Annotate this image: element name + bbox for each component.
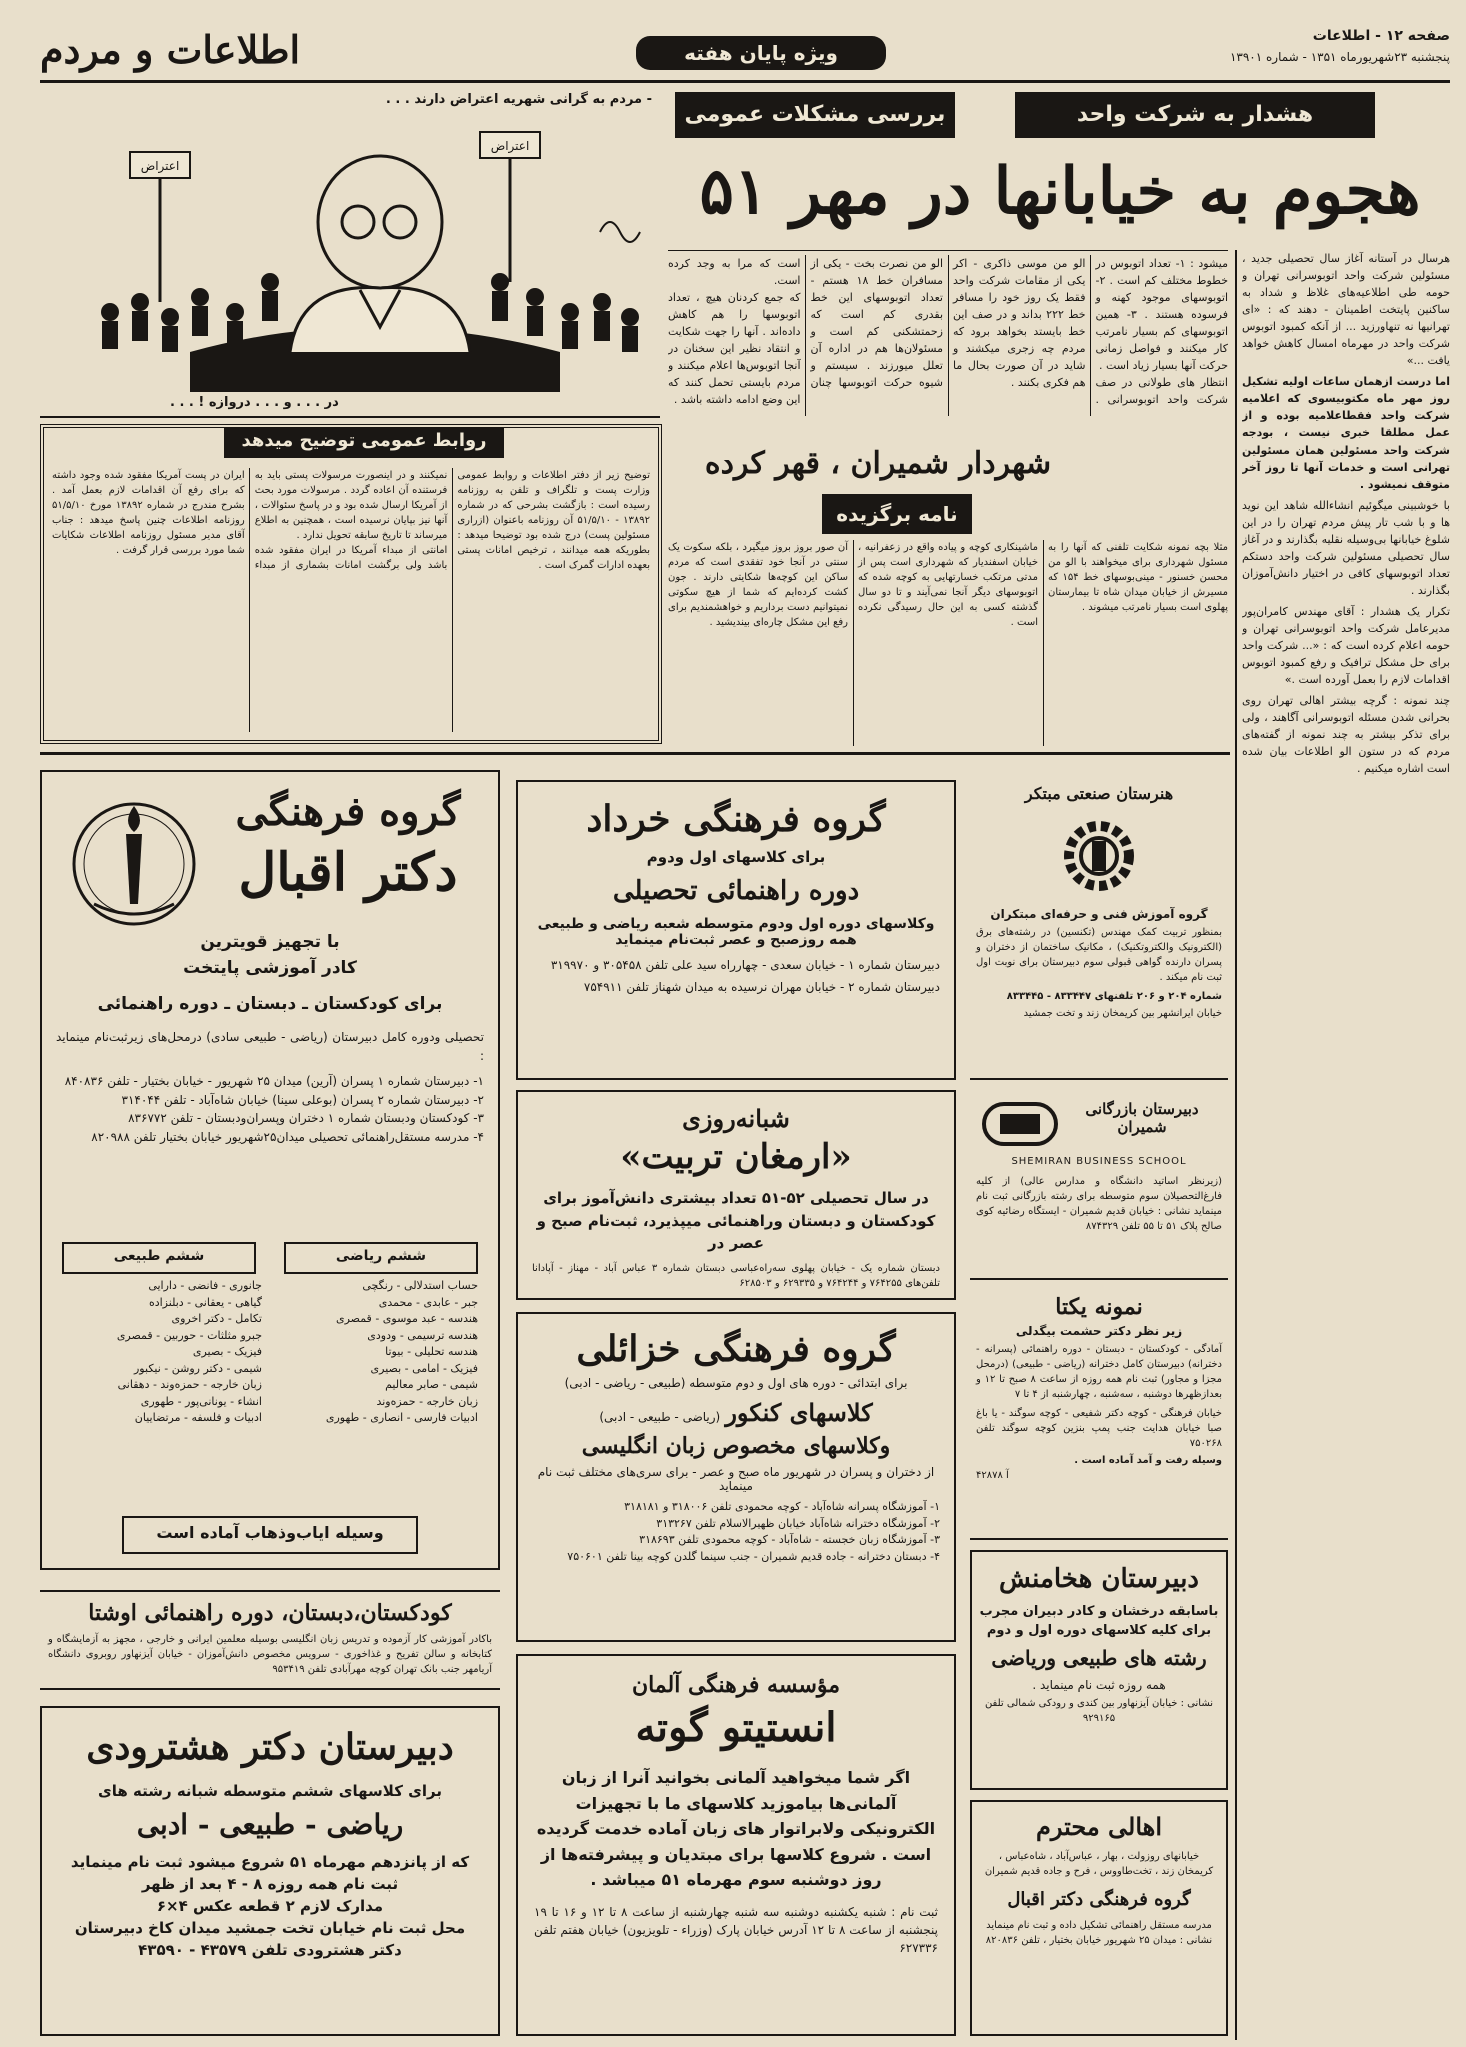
ad-eqbal-tag-3: برای کودکستان ـ دبستان ـ دوره راهنمائی xyxy=(97,994,443,1014)
sidebar-para-2: با خوشبینی میگوئیم انشاءالله شاهد این نوید ها و با شب تار پیش مردم تهران را در این شلوغ خیابانها بی‌وسیله نقلیه بگذارند و در آغاز سال تحصیلی مسئولین شرکت واحد دستکم تعداد اتوبوسهای کافی در اختیار دانش‌آموزان بگذارند . xyxy=(1242,498,1450,597)
lead-col-4: الو من نصرت بخت - یکی از مسافران خط ۱۸ هستم - تعداد اتوبوسهای این خط بقدری کم است که زحمتشکنی کم است و مسئولان‌ها هم در اداره آن تعلل میورزند . سیستم و شیوه حرکت اتوبوسها چنان است که مرا به وجد کرده است. xyxy=(668,257,943,390)
ad-eqbal-teachers-right xyxy=(278,1278,478,1427)
cartoon-drawing xyxy=(40,112,660,412)
ad-goethe-body: اگر شما میخواهید آلمانی بخوانید آنرا از زبان آلمانی‌ها بیاموزید کلاسهای ما با تجهیزات الکترونیکی ولابراتوار های زبان آماده خدمت گردیده است . شروع کلاسها برای مبتدیان و پیشرفته‌ها از روز دوشنبه سوم مهرماه ۵۱ میباشد . xyxy=(536,1768,936,1890)
ad-goethe-title-2: انستیتو گوته xyxy=(635,1704,837,1751)
ad-eqbal-teacher-r5: هندسه تحلیلی - بیوتا xyxy=(385,1345,478,1358)
lead-headline: هجوم به خیابانها در مهر ۵۱ xyxy=(699,154,1421,229)
ad-khamanesh-line-3: رشته های طبیعی وریاضی xyxy=(991,1646,1207,1670)
shemiran-body xyxy=(668,540,1228,746)
cartoon-panel xyxy=(40,88,660,418)
ad-armaghan xyxy=(516,1090,956,1300)
ad-khazaeli-line-2: کلاسهای کنکور xyxy=(725,1398,873,1427)
cartoon-signature xyxy=(600,222,640,242)
ad-eqbal-teacher-l8: انشاء - یونانی‌پور - طهوری xyxy=(140,1394,262,1408)
shemiran-badge: نامه برگزیده xyxy=(822,494,972,534)
ad-eqbal-teachers-left xyxy=(62,1278,262,1427)
ad-armaghan-body: در سال تحصیلی ۵۲-۵۱ تعداد بیشتری دانش‌آموز برای کودکستان و دبستان وراهنمائی میپذیرد، ثبت‌نام صبح و عصر در xyxy=(536,1189,936,1252)
public-relations-col-3: امانتی از مبداء آمریکا در ایران مفقود شده باشد ولی برگشت امانات بشماری از مبداء ایران در پست آمریکا مفقود شده وجود داشته که برای رفع آن اقدامات لازم بعمل آمد . بشرح مندرج در شماره ۱۳۸۹۲ مورخ ۵۱/۵/۱۰ روزنامه اطلاعات چنین پاسخ میدهد : جناب آقای مدیر مسئول روزنامه اطلاعات شکایات شما مورد بررسی قرار گرفت . xyxy=(52,470,448,571)
ad-nemooneh xyxy=(970,1290,1228,1540)
cartoon-caption-top: - مردم به گرانی شهریه اعتراض دارند . . . xyxy=(385,92,652,107)
ad-ahali-footer: مدرسه مستقل راهنمائی تشکیل داده و ثبت نام مینماید نشانی : میدان ۲۵ شهریور خیابان بختیار ، تلفن ۸۲۰۸۳۶ xyxy=(985,1920,1213,1946)
ad-hashtroodi xyxy=(40,1706,500,2036)
shemiran-title: شهردار شمیران ، قهر کرده xyxy=(704,446,1052,481)
ad-eqbal-teacher-l1: جانوری - فانضی - دارایی xyxy=(148,1279,262,1292)
section-pill: ویژه پایان هفته xyxy=(636,36,886,70)
ad-eqbal-branch-1: ۱- دبیرستان شماره ۱ پسران (آرین) میدان ۲۵ شهریور - خیابان بختیار - تلفن ۸۴۰۸۳۶ xyxy=(64,1074,484,1088)
lead-kicker-right: هشدار به شرکت واحد xyxy=(1015,92,1375,138)
ad-khazaeli-branch-2: ۲- آموزشگاه دخترانه شاه‌آباد خیابان ظهیرالاسلام تلفن ۳۱۳۲۶۷ xyxy=(656,1516,940,1530)
ad-mobtaker xyxy=(970,780,1228,1080)
ad-khordad-line-2: دوره راهنمائی تحصیلی xyxy=(612,876,860,906)
cartoon-sign-left-text: اعتراض xyxy=(140,159,180,173)
ad-eqbal-teacher-l9: ادبیات و فلسفه - مرتضاییان xyxy=(134,1411,262,1424)
ad-ahali-group: گروه فرهنگی دکتر اقبال xyxy=(1007,1889,1191,1910)
cartoon-official-glasses-right xyxy=(384,206,416,238)
ad-khordad-line-5: دبیرستان شماره ۲ - خیابان مهران نرسیده به میدان شهناز تلفن ۷۵۴۹۱۱ xyxy=(583,980,940,994)
ad-eqbal-branch-4: ۴- مدرسه مستقل‌راهنمائی تحصیلی میدان۲۵شهریور خیابان بختیار تلفن ۸۲۰۹۸۸ xyxy=(91,1129,484,1144)
ad-mobtaker-address: خیابان ایرانشهر بین کریمخان زند و تخت جمشید xyxy=(1023,1008,1222,1019)
ad-goethe-hours: ثبت نام : شنبه یکشنبه دوشنبه سه شنبه چهارشنبه از ساعت ۸ تا ۱۲ و ۱۶ تا ۱۹ پنجشنبه از ساعت ۸ تا ۱۲ آدرس خیابان پارک (وزراء - تلویزیون) خیابان هفتم تلفن ۶۲۷۳۳۶ xyxy=(534,1904,938,1955)
public-relations-box xyxy=(40,424,662,744)
ad-khazaeli-branch-3: ۳- آموزشگاه زبان خجسته - شاه‌آباد - کوچه محمودی تلفن ۳۱۸۶۹۳ xyxy=(639,1533,940,1546)
ad-mobtaker-sub: گروه آموزش فنی و حرفه‌ای مبتکران xyxy=(990,907,1208,921)
ad-eqbal-branches xyxy=(56,1072,484,1146)
ad-eqbal-sub-right: ششم ریاضی xyxy=(284,1242,478,1274)
ad-khazaeli-branches xyxy=(532,1499,940,1565)
ad-eqbal-teacher-l6: شیمی - دکتر روشن - نیکبور xyxy=(134,1361,262,1375)
ad-nemooneh-sub: زیر نظر دکتر حشمت بیگدلی xyxy=(1015,1324,1183,1338)
ad-khamanesh xyxy=(970,1550,1228,1790)
lead-col-5: که جمع کردنان هیچ ، تعداد اتوبوسها را هم کاهش داده‌اند . آنها را جهت شکایت و انتقاد نظیر این سخنان در آنجا اتوبوس‌ها اعلام میکنند و مردم بایستی تحمل کنند که این وضع ادامه داشته باشد . xyxy=(668,291,801,407)
ad-eqbal-torch-emblem xyxy=(64,794,204,934)
ad-eqbal-teacher-l4: جبرو مثلثات - حوربین - قمصری xyxy=(116,1328,262,1342)
ad-khordad-title: گروه فرهنگی خرداد xyxy=(586,798,886,840)
sidebar-divider xyxy=(1235,250,1237,2040)
public-relations-body xyxy=(52,468,650,732)
ad-eqbal-teacher-r7: شیمی - صابر معالیم xyxy=(385,1378,478,1391)
lead-kicker-left: بررسی مشکلات عمومی xyxy=(675,92,955,138)
ad-khamanesh-address: نشانی : خیابان آیزنهاور بین کندی و رودکی شمالی تلفن ۹۲۹۱۶۵ xyxy=(984,1698,1214,1724)
ad-khazaeli-line-3: وکلاسهای مخصوص زبان انگلیسی xyxy=(581,1433,891,1459)
ad-nemooneh-note: وسیله رفت و آمد آماده است . xyxy=(1074,1455,1222,1466)
sidebar-para-1: اما درست ازهمان ساعات اولیه تشکیل روز مهر ماه مکتوبیسوی که اعلامیه شرکت واحد فقطاعلامیه بوده و از عمل مطلقا خبری نیست ، بودجه شرکت واحد مسئولین همان مسئولین تهرانی است و خدمات آنها تا روز آخر متوقف نمیشود . xyxy=(1242,375,1450,491)
ad-khazaeli-branch-1: ۱- آموزشگاه پسرانه شاه‌آباد - کوچه محمودی تلفن ۳۱۸۰۰۶ و ۳۱۸۱۸۱ xyxy=(624,1500,940,1513)
ad-khazaeli xyxy=(516,1312,956,1642)
ad-shemiran-business-title: دبیرستان بازرگانی شمیران xyxy=(1085,1100,1199,1136)
ad-ahali-body: خیابانهای روزولت ، بهار ، عباس‌آباد ، شاه‌عباس ، کریمخان زند ، تخت‌طاووس ، فرح و جاده قدیم شمیران xyxy=(984,1851,1214,1877)
ad-armaghan-title-2: «ارمغان تربیت» xyxy=(620,1137,852,1177)
ad-eqbal-teacher-r3: هندسه - عبد موسوی - قمصری xyxy=(335,1312,478,1325)
ad-khamanesh-line-2: برای کلیه کلاسهای دوره اول و دوم xyxy=(986,1623,1212,1638)
ad-khazaeli-line-2b: (ریاضی - طبیعی - ادبی) xyxy=(599,1410,721,1424)
ad-khordad xyxy=(516,780,956,1080)
ad-shemiran-business xyxy=(970,1090,1228,1280)
ad-mobtaker-body: بمنظور تربیت کمک مهندس (تکنسین) در رشته‌های برق (الکترونیک والکتروتکنیک) ، مکانیک ساختمان از دختران و پسران دارنده گواهی قبولی سوم دبیرستان برای نوبت اول ثبت نام میکند . xyxy=(976,927,1222,983)
ads-top-rule xyxy=(40,752,1230,755)
ad-eqbal-teacher-r9: ادبیات فارسی - انصاری - طهوری xyxy=(325,1411,478,1424)
ad-eqbal-teacher-r1: حساب استدلالی - رنگچی xyxy=(362,1279,478,1292)
ad-eqbal-teacher-l2: گیاهی - یعقانی - دبلنزاده xyxy=(148,1295,262,1309)
ad-eqbal-teacher-r8: زبان خارجه - حمزه‌وند xyxy=(376,1394,478,1408)
ad-oshta-title: کودکستان،دبستان، دوره راهنمائی اوشتا xyxy=(88,1600,452,1626)
ad-eqbal-intro: تحصیلی ودوره کامل دبیرستان (ریاضی - طبیعی سادی) درمحل‌های زیرثبت‌نام مینماید : xyxy=(56,1030,484,1063)
ad-eqbal-teacher-r2: جبر - عابدی - محمدی xyxy=(378,1295,478,1309)
ad-khamanesh-line-4: همه روزه ثبت نام مینماید . xyxy=(1032,1678,1166,1692)
ad-khordad-line-3: وکلاسهای دوره اول ودوم متوسطه شعبه ریاضی و طبیعی همه روزصبح و عصر ثبت‌نام مینماید xyxy=(537,916,935,948)
ad-mobtaker-gear-logo xyxy=(1054,811,1144,901)
cartoon-official-body xyxy=(290,288,470,352)
ad-khazaeli-branch-4: ۴- دبستان دخترانه - جاده قدیم شمیران - جنب سینما گلدن کوچه بینا تلفن ۷۵۰۶۰۱ xyxy=(567,1549,940,1563)
masthead-rule xyxy=(40,80,1450,83)
ad-hashtroodi-line-3: ثبت نام همه روزه ۸ - ۴ بعد از ظهر xyxy=(141,1875,399,1893)
masthead-page-info: صفحه ۱۲ - اطلاعات xyxy=(1312,28,1450,44)
cartoon-official-glasses-left xyxy=(342,206,374,238)
ad-eqbal-teacher-r6: فیزیک - امامی - بصیری xyxy=(370,1361,478,1375)
ad-khazaeli-line-1: برای ابتدائی - دوره های اول و دوم متوسطه (طبیعی - ریاضی - ادبی) xyxy=(564,1376,908,1390)
ad-hashtroodi-line-2: که از پانزدهم مهرماه ۵۱ شروع میشود ثبت نام مینماید xyxy=(70,1853,470,1871)
sidebar-para-4: چند نمونه : گرچه بیشتر اهالی تهران روی بحرانی شدن مسئله اتوبوسرانی آگاهند ، ولی برای تذکر بیشتر به چند نمونه از گفته‌های مردم که در ستون الو اطلاعات بیان شده است اشاره میکنیم . xyxy=(1242,694,1450,776)
sidebar-column xyxy=(1242,250,1450,2040)
ad-eqbal xyxy=(40,770,500,1570)
ad-goethe xyxy=(516,1654,956,2036)
ad-khazaeli-title: گروه فرهنگی خزائلی xyxy=(576,1328,896,1370)
ad-eqbal-title-1: گروه فرهنگی xyxy=(235,788,461,835)
ad-eqbal-branch-2: ۲- دبیرستان شماره ۲ پسران (بوعلی سینا) خیابان شاه‌آباد - تلفن ۳۱۴۰۴۴ xyxy=(121,1092,484,1107)
ad-hashtroodi-line-4: مدارک لازم ۲ قطعه عکس ۴×۶ xyxy=(156,1897,384,1915)
ad-ahali-title: اهالی محترم xyxy=(1036,1812,1162,1841)
ad-hashtroodi-line-5: محل ثبت نام خیابان تخت جمشید میدان کاخ دبیرستان xyxy=(74,1919,466,1937)
shemiran-col-3: آن صور بروز بروز میگیرد ، بلکه سکوت یک سنتی در آنجا خود تفقدی است که مردم ساکن این کوچه‌ها شکایتی دارند . جون کشت کرده‌ایم که شما از هیچ سکوتی نمیتوانیم دست برداریم و خواهشمندیم برای رفع این مشکل چاره‌ای بیندیشید . xyxy=(668,542,848,628)
ad-goethe-title-1: مؤسسه فرهنگی آلمان xyxy=(631,1672,841,1698)
ad-nemooneh-address: خیابان فرهنگی - کوچه دکتر شفیعی - کوچه سوگند - یا باغ صبا خیابان هدایت جنب پمپ بنزین کوچه سوگند تلفن ۷۵۰۲۶۸ xyxy=(976,1408,1222,1449)
ad-ahali xyxy=(970,1800,1228,2036)
ad-hashtroodi-subjects: ریاضی - طبیعی - ادبی xyxy=(136,1808,404,1841)
ad-nemooneh-body: آمادگی - کودکستان - دبستان - دوره راهنمائی (پسرانه - دخترانه) دبیرستان کامل دخترانه (ریاضی - طبیعی) (درمحل مجزا و مجاور) ثبت نام همه روزه از ساعت ۸ صبح تا ۱۲ و بعدازظهرها دوشنبه ، سه‌شنبه ، چهارشنبه از ۴ تا ۷ xyxy=(976,1344,1222,1400)
ad-eqbal-tag-2: کادر آموزشی پایتخت xyxy=(183,958,357,978)
column-title: اطلاعات و مردم xyxy=(40,27,301,72)
shemiran-col-2: ماشینکاری کوچه و پیاده واقع در زعفرانیه ، خیابان اسفندیار که شهرداری است پس از مدتی مرتکب خسارتهایی به کوچه شده که اتوبوسهای دیگر آنجا نمی‌آیند و تا دو سال گذشته کسی به این حال رسیدگی نکرده است . xyxy=(858,542,1038,628)
ad-eqbal-footer: وسیله ایاب‌وذهاب آماده است xyxy=(122,1516,418,1554)
ad-hashtroodi-title: دبیرستان دکتر هشترودی xyxy=(86,1726,454,1768)
ad-khazaeli-line-4: از دختران و پسران در شهریور ماه صبح و عصر - برای سری‌های مختلف ثبت نام مینماید xyxy=(537,1465,935,1493)
ad-eqbal-tag-1: با تجهیز قویترین xyxy=(200,932,340,952)
sidebar-lead-col-1: هرسال در آستانه آغاز سال تحصیلی جدید ، مسئولین شرکت واحد اتوبوسرانی تهران و حومه طی اطلاعیه‌های غلاظ و شداد به ساکنین پایتخت اطمینان - دهند که : «ای تهرانیها نه تنهاورزید ... از آنکه کمبود اتوبوس شرکت واحد در مهرماه امسال کاهش خواهد یافت ...» xyxy=(1242,252,1450,368)
ad-khordad-line-4: دبیرستان شماره ۱ - خیابان سعدی - چهارراه سید علی تلفن ۳۰۵۴۵۸ و ۳۱۹۹۷۰ xyxy=(550,958,940,972)
public-relations-header: روابط عمومی توضیح میدهد xyxy=(224,424,504,458)
ad-shemiran-business-logo xyxy=(980,1096,1060,1152)
ad-hashtroodi-line-6: دکتر هشترودی تلفن ۴۳۵۷۹ - ۴۳۵۹۰ xyxy=(138,1941,402,1959)
ad-eqbal-teacher-l3: تکامل - دکتر اخروی xyxy=(171,1312,262,1325)
ad-khordad-line-1: برای کلاسهای اول ودوم xyxy=(646,848,826,866)
public-relations-col-2: نمیکنند و در اینصورت مرسولات پستی باید به فرستنده آن اعاده گردد . مرسولات مورد بحث از آمریکا ارسال شده بود و در پاسخ سئوالات ، آنها نیز بپایان نرسیده است ، همچنین به اطلاع میرساند تا تاریخ سابقه تحویل ندارد . xyxy=(254,470,448,541)
ad-eqbal-teacher-l7: زبان خارجه - حمزه‌وند - دهقانی xyxy=(117,1378,262,1391)
ad-mobtaker-phones: شماره ۲۰۴ و ۲۰۶ تلفنهای ۸۳۳۴۴۷ - ۸۳۳۴۴۵ xyxy=(1006,991,1222,1002)
sidebar-para-3: تکرار یک هشدار : آقای مهندس کامران‌پور مدیرعامل شرکت واحد اتوبوسرانی تهران و حومه اعلام کرده است که : «... شرکت واحد برای حل مشکل ترافیک و رفع کمبود اتوبوس اقدامات لازم را بعمل آورده است .» xyxy=(1242,604,1450,687)
ad-nemooneh-title: نمونه یکتا xyxy=(1055,1294,1143,1320)
ad-mobtaker-title: هنرستان صنعتی مبتکر xyxy=(1024,784,1174,803)
cartoon-caption-bottom: در . . . و . . . دروازه ! . . . xyxy=(170,395,339,410)
lead-col-2: میشود : ۱- تعداد اتوبوس در خطوط مختلف کم است . ۲- اتوبوسهای موجود کهنه و فرسوده هستند . ۳- همین اتوبوسهای کم بسیار نامرتب کار میکنند و فواصل زمانی حرکت آنها بسیار زیاد است . xyxy=(1095,257,1228,373)
ad-eqbal-sub-left: ششم طبیعی xyxy=(62,1242,256,1274)
ad-nemooneh-code: آ ۴۲۸۷۸ xyxy=(976,1470,1009,1481)
ad-shemiran-business-en-name: SHEMIRAN BUSINESS SCHOOL xyxy=(1011,1156,1187,1167)
ad-shemiran-business-body: (زیرنظر اساتید دانشگاه و مدارس عالی) از کلیه فارغ‌التحصیلان سوم متوسطه برای رشته بازرگانی ثبت نام مینماید نشانی : خیابان قدیم شمیران - ایستگاه رضائیه کوی صالح پلاک ۵۱ تا ۵۵ تلفن ۸۷۴۳۲۹ xyxy=(976,1176,1222,1232)
ad-hashtroodi-line-1: برای کلاسهای ششم متوسطه شبانه رشته های xyxy=(97,1782,442,1800)
cartoon-sign-right-text: اعتراض xyxy=(490,139,530,153)
ad-armaghan-address: دبستان شماره یک - خیابان پهلوی سه‌راه‌عباسی دبستان شماره ۳ عباس آباد - مهناز - آپادانا تلفن‌های ۷۶۴۲۵۵ و ۷۶۴۲۴۴ و ۶۲۹۳۳۵ و ۶۲۸۵۰۳ xyxy=(532,1262,940,1289)
masthead-date-line: پنجشنبه ۲۳شهریورماه ۱۳۵۱ - شماره ۱۳۹۰۱ xyxy=(1229,50,1450,64)
cartoon-official-head xyxy=(318,156,442,288)
ad-khamanesh-title: دبیرستان هخامنش xyxy=(998,1564,1200,1594)
ad-eqbal-teacher-l5: فیزیک - بصیری xyxy=(192,1345,262,1358)
ad-eqbal-branch-3: ۳- کودکستان ودبستان شماره ۱ دختران وپسران‌ودبستان - تلفن ۸۳۶۷۷۲ xyxy=(128,1111,484,1126)
lead-body xyxy=(668,250,1228,416)
lead-col-3: انتظار های طولانی در صف شرکت واحد اتوبوسرانی . الو من موسی ذاکری - اکر یکی از مقامات شرکت واحد فقط یک روز خود را مسافر خط ۲۲۲ بداند و در صف این خط بایستد بخواهد برود که مردم چه زجری میکشند و شاید در آن صورت بحال ما هم فکری بکنند . xyxy=(953,257,1228,407)
ad-oshta xyxy=(40,1590,500,1690)
ad-khamanesh-line-1: باسابقه درخشان و کادر دبیران مجرب xyxy=(979,1604,1219,1619)
ad-eqbal-teacher-r4: هندسه ترسیمی - ودودی xyxy=(367,1328,478,1342)
public-relations-col-1: توضیح زیر از دفتر اطلاعات و روابط عمومی وزارت پست و تلگراف و تلفن به روزنامه رسیده است : بازگشت بشرحی که در شماره ۱۳۸۹۲ - ۵۱/۵/۱۰ آن روزنامه باعنوان (ازراری مسئولین پست) درج شده بود توضیحا میدهد : بطوریکه همه میدانند ، ترخیص امانات پستی بعهده ادارات گمرک است . xyxy=(457,470,651,571)
ad-armaghan-title-1: شبانه‌روزی xyxy=(682,1104,790,1133)
shemiran-col-1: مثلا بچه نمونه شکایت تلفنی که آنها را به مسئول شهرداری برای میخواهند با الو من محسن خسنور - مینی‌بوسهای خط ۱۵۴ که مسیرش از خیابان میدان شاه تا بیمارستان پهلوی است بسیار نامرتب میشوند . xyxy=(1048,542,1228,613)
ad-eqbal-title-2: دکتر اقبال xyxy=(238,842,458,903)
ad-oshta-body: باکادر آموزشی کار آزموده و تدریس زبان انگلیسی بوسیله معلمین ایرانی و خارجی ، مجهز به آزمایشگاه و کتابخانه و سالن تفریح و غذاخوری - سرویس مخصوص دانش‌آموزان - خیابان آیزنهاور روبروی دانشگاه آریامهر جنب بانک تهران کوچه مهرآبادی تلفن ۹۵۳۴۱۹ xyxy=(48,1634,492,1675)
